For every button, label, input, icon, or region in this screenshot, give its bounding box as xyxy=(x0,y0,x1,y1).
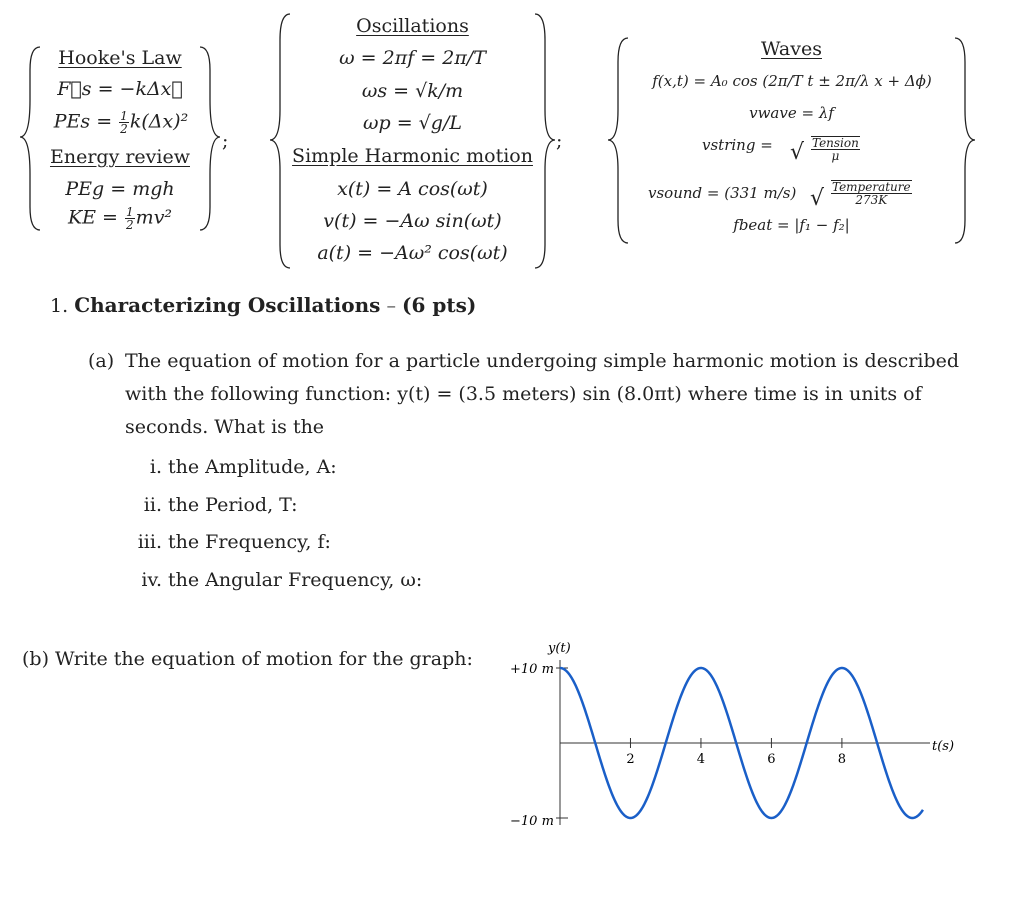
position-formula: x(t) = A cos(ωt) xyxy=(337,178,488,200)
x-axis-label: t(s) xyxy=(932,739,955,754)
x-tick-label-2: 6 xyxy=(767,752,776,767)
sub-item-4-text: the Angular Frequency, ω: xyxy=(168,569,423,591)
sub-item-2-label: ii. xyxy=(143,494,162,516)
part-b-label: (b) xyxy=(22,648,49,670)
string-speed-lhs: vstring = xyxy=(702,136,773,154)
ke-rhs: mv² xyxy=(135,206,173,229)
motion-graph xyxy=(500,630,980,840)
y-tick-label-bottom: −10 m xyxy=(510,814,554,829)
ke-half-den: 2 xyxy=(126,218,134,232)
sub-item-1-label: i. xyxy=(149,456,162,478)
question-title: Characterizing Oscillations xyxy=(74,293,381,317)
string-speed-formula xyxy=(702,136,859,165)
part-a-text xyxy=(125,345,970,444)
wave-speed-formula: vwave = λf xyxy=(749,104,834,122)
velocity-formula: v(t) = −Aω sin(ωt) xyxy=(323,210,502,232)
separator-2: ; xyxy=(556,130,563,152)
beat-frequency-formula: fbeat = |f₁ − f₂| xyxy=(733,216,850,234)
energy-review-title: Energy review xyxy=(49,146,190,168)
sqrt-sign-icon-2: √ xyxy=(810,186,825,211)
acceleration-formula: a(t) = −Aω² cos(ωt) xyxy=(317,242,508,264)
sub-item-4-label: iv. xyxy=(141,569,162,591)
question-number: 1. xyxy=(50,295,69,317)
part-b xyxy=(22,648,473,670)
oscillations-title: Oscillations xyxy=(356,15,469,37)
y-tick-label-top: +10 m xyxy=(510,662,554,677)
half-num: 1 xyxy=(120,109,128,123)
question-header xyxy=(50,293,476,317)
part-b-text: Write the equation of motion for the graph: xyxy=(55,648,473,670)
ke-half-fraction xyxy=(125,206,135,231)
waves-title: Waves xyxy=(761,38,822,60)
question-dash: – xyxy=(386,295,396,317)
question-points: (6 pts) xyxy=(402,293,477,317)
sound-speed-formula xyxy=(648,180,911,211)
part-a-line-1: The equation of motion for a particle undergoing simple harmonic motion is described xyxy=(125,350,960,372)
half-den: 2 xyxy=(120,122,128,136)
omega-pendulum-formula: ωp = √g/L xyxy=(363,112,462,134)
mu-label: μ xyxy=(831,149,840,163)
omega-spring-formula: ωs = √k/m xyxy=(361,80,464,102)
sound-speed-lhs: vsound = (331 m/s) xyxy=(648,184,797,202)
temperature-label: Temperature xyxy=(832,180,911,194)
shm-title: Simple Harmonic motion xyxy=(292,145,533,167)
x-tick-label-3: 8 xyxy=(837,752,847,767)
spring-force-formula: F⃗s = −kΔx⃗ xyxy=(57,78,183,100)
spring-pe-rhs: k(Δx)² xyxy=(129,110,189,133)
grav-pe-formula: PEg = mgh xyxy=(65,178,175,200)
sub-item-3-text: the Frequency, f: xyxy=(168,531,331,553)
hookes-law-title: Hooke's Law xyxy=(58,47,182,69)
kinetic-energy-formula xyxy=(40,206,200,231)
x-tick-label-1: 4 xyxy=(696,752,706,767)
sqrt-sign-icon: √ xyxy=(790,140,805,165)
ke-half-num: 1 xyxy=(126,205,134,219)
part-a-line-2: with the following function: y(t) = (3.5 meters) sin (8.0πt) where time is in units of xyxy=(125,383,922,405)
spring-pe-lhs: PEs = xyxy=(53,110,119,133)
temp-den-label: 273K xyxy=(855,193,888,207)
tension-fraction xyxy=(811,136,860,162)
x-tick-label-0: 2 xyxy=(626,752,635,767)
y-axis-label: y(t) xyxy=(548,641,571,656)
ke-lhs: KE = xyxy=(67,206,125,229)
wave-function-formula: f(x,t) = A₀ cos (2π/T t ± 2π/λ x + Δϕ) xyxy=(652,72,932,90)
part-a-label: (a) xyxy=(88,350,115,372)
sub-item-2-text: the Period, T: xyxy=(168,494,298,516)
half-fraction xyxy=(119,110,129,135)
spring-pe-formula xyxy=(36,110,206,135)
sub-item-3-label: iii. xyxy=(137,531,162,553)
separator-1: ; xyxy=(222,130,229,152)
sub-item-1-text: the Amplitude, A: xyxy=(168,456,337,478)
part-a-line-3: seconds. What is the xyxy=(125,416,325,438)
temperature-fraction xyxy=(831,180,912,206)
omega-formula: ω = 2πf = 2π/T xyxy=(339,47,486,69)
tension-label: Tension xyxy=(812,136,859,150)
